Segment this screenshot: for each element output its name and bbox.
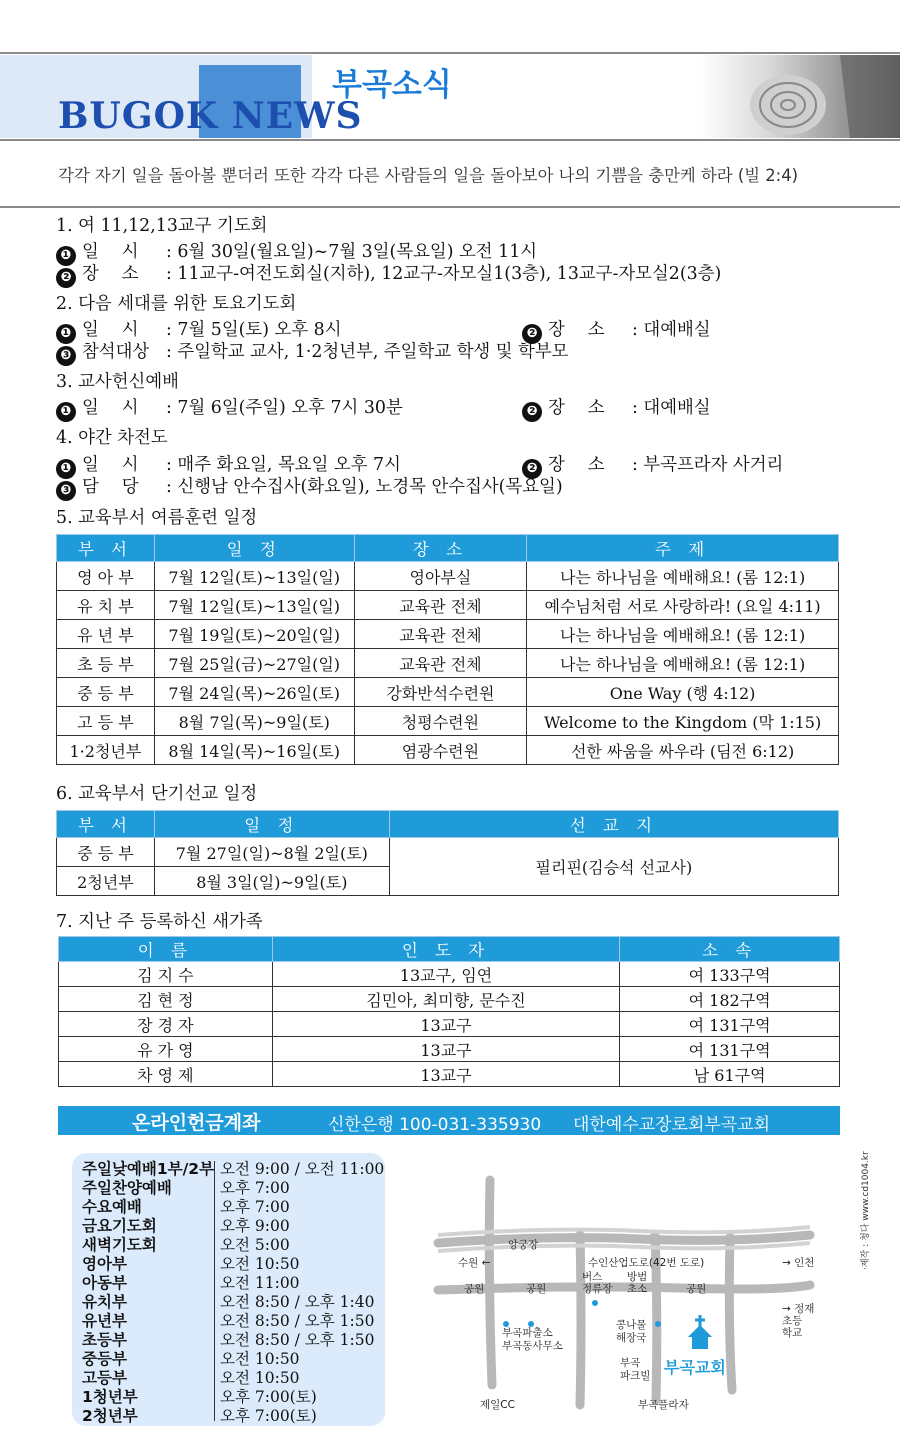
value: 부곡프라자 사거리 xyxy=(643,455,784,475)
verse-bottom-rule xyxy=(0,206,900,208)
bullet-2-icon: ❷ xyxy=(522,324,542,344)
section-3-row-2: ❷ 장 소 : 대예배실 xyxy=(522,393,711,422)
label: 참석대상 xyxy=(82,342,150,362)
map-label-yanggong: 앙궁장 xyxy=(508,1239,539,1251)
col-header: 인 도 자 xyxy=(272,937,620,962)
cell: 8월 7일(목)~9일(토) xyxy=(154,707,354,736)
cell: 13교구 xyxy=(272,1037,620,1062)
bank-account: 신한은행 100-031-335930 xyxy=(328,1115,542,1135)
cell: 7월 19일(토)~20일(일) xyxy=(154,620,354,649)
service-time: 오전 5:00 xyxy=(220,1236,290,1254)
table-row xyxy=(57,591,839,620)
new-family-table xyxy=(58,936,840,1087)
cell: 김민아, 최미향, 문수진 xyxy=(272,987,620,1012)
value: 신행남 안수집사(화요일), 노경목 안수집사(목요일) xyxy=(177,477,563,497)
cell: 유 가 영 xyxy=(59,1037,273,1062)
service-name: 유치부 xyxy=(82,1293,127,1311)
col-header: 주 제 xyxy=(527,535,839,562)
service-time: 오전 9:00 / 오전 11:00 xyxy=(220,1160,385,1178)
cell: 8월 14일(목)~16일(토) xyxy=(154,736,354,765)
cell: 김 지 수 xyxy=(59,962,273,987)
cell: 강화반석수련원 xyxy=(354,678,527,707)
cell: 여 133구역 xyxy=(620,962,840,987)
map-label-incheon: → 인천 xyxy=(782,1257,815,1269)
value: 11교구-여전도회실(지하), 12교구-자모실1(3층), 13교구-자모실2(3층) xyxy=(177,264,722,284)
bugok-news-logo xyxy=(58,95,363,137)
page-header xyxy=(0,55,900,138)
service-name: 새벽기도회 xyxy=(82,1236,157,1254)
section-3-title: 3. 교사헌신예배 xyxy=(56,372,179,392)
map-label-park-3: 공원 xyxy=(686,1283,707,1295)
bullet-2-icon: ❷ xyxy=(56,268,76,288)
service-name: 중등부 xyxy=(82,1350,127,1368)
logo-bugok: BUGOK xyxy=(58,95,219,137)
value: 매주 화요일, 목요일 오후 7시 xyxy=(177,455,401,475)
table-row xyxy=(59,987,840,1012)
section-1-row-2: ❷ 장 소 : 11교구-여전도회실(지하), 12교구-자모실1(3층), 13교구-자모실2(3층) xyxy=(56,259,721,288)
service-name: 유년부 xyxy=(82,1312,127,1330)
col-header: 선 교 지 xyxy=(389,811,838,838)
cell: 여 182구역 xyxy=(620,987,840,1012)
service-name: 주일낮예배1부/2부 xyxy=(82,1160,215,1178)
top-rule xyxy=(0,52,900,54)
table-row xyxy=(57,707,839,736)
tree-stump-image xyxy=(700,55,900,138)
cell: 여 131구역 xyxy=(620,1037,840,1062)
cell: 교육관 전체 xyxy=(354,649,527,678)
service-time: 오후 7:00(토) xyxy=(220,1388,317,1406)
col-header: 소 속 xyxy=(620,937,840,962)
service-name: 아동부 xyxy=(82,1274,127,1292)
cell: 청평수련원 xyxy=(354,707,527,736)
header-bottom-rule xyxy=(0,139,900,141)
table-row xyxy=(57,678,839,707)
map-label-road: 수인산업도로(42번 도로) xyxy=(588,1257,705,1269)
service-name: 2청년부 xyxy=(82,1407,138,1425)
table-row xyxy=(59,962,840,987)
map-label-bus-stop: 버스 정류장 xyxy=(582,1271,613,1295)
cell: 여 131구역 xyxy=(620,1012,840,1037)
account-holder: 대한예수교장로회부곡교회 xyxy=(573,1115,771,1135)
bullet-1-icon: ❶ xyxy=(56,324,76,344)
production-credit: ·제작 : 청다 www.cd1004.kr xyxy=(861,1151,871,1270)
cell: 영아부실 xyxy=(354,562,527,591)
schedule-divider xyxy=(214,1161,215,1421)
cell: 7월 12일(토)~13일(일) xyxy=(154,591,354,620)
section-2-row-2: ❷ 장 소 : 대예배실 xyxy=(522,315,711,344)
cell: 염광수련원 xyxy=(354,736,527,765)
service-time: 오후 7:00 xyxy=(220,1179,290,1197)
cell: 7월 12일(토)~13일(일) xyxy=(154,562,354,591)
table-row xyxy=(57,736,839,765)
value: 대예배실 xyxy=(643,398,711,418)
col-header: 일 정 xyxy=(154,535,354,562)
label: 일 시 xyxy=(82,398,139,418)
section-4-title: 4. 야간 차전도 xyxy=(56,428,168,448)
cell: 7월 27일(일)~8월 2일(토) xyxy=(154,838,389,867)
table-header-row xyxy=(57,811,839,838)
page-title: 부곡소식 xyxy=(332,67,452,103)
cell: 초 등 부 xyxy=(57,649,155,678)
map-label-church: 부곡교회 xyxy=(664,1358,726,1377)
cell: 교육관 전체 xyxy=(354,620,527,649)
cell: 영 아 부 xyxy=(57,562,155,591)
bullet-2-icon: ❷ xyxy=(522,459,542,479)
map-label-bugok-plaza: 부곡플라자 xyxy=(638,1399,689,1411)
service-time: 오전 8:50 / 오후 1:50 xyxy=(220,1312,375,1330)
bullet-3-icon: ❸ xyxy=(56,481,76,501)
label: 일 시 xyxy=(82,455,139,475)
summer-training-table xyxy=(56,534,839,765)
map-label-parkville: 부곡 파크빌 xyxy=(620,1357,651,1382)
bullet-2-icon: ❷ xyxy=(522,402,542,422)
value: 6월 30일(월요일)~7월 3일(목요일) 오전 11시 xyxy=(177,242,538,262)
map-label-jeongjae-school: → 정재 초등 학교 xyxy=(782,1303,815,1339)
cell: 중 등 부 xyxy=(57,838,155,867)
cell: 장 경 자 xyxy=(59,1012,273,1037)
col-header: 부 서 xyxy=(57,535,155,562)
table-row xyxy=(59,1062,840,1087)
value: 7월 6일(주일) 오후 7시 30분 xyxy=(177,398,403,418)
map-label-park-2: 공원 xyxy=(526,1283,547,1295)
bullet-1-icon: ❶ xyxy=(56,402,76,422)
service-name: 주일찬양예배 xyxy=(82,1179,172,1197)
cell: 13교구 xyxy=(272,1062,620,1087)
service-time: 오후 9:00 xyxy=(220,1217,290,1235)
service-time: 오전 8:50 / 오후 1:50 xyxy=(220,1331,375,1349)
label: 일 시 xyxy=(82,242,139,262)
cell: 김 현 정 xyxy=(59,987,273,1012)
section-4-row-2: ❷ 장 소 : 부곡프라자 사거리 xyxy=(522,450,783,479)
label: 장 소 xyxy=(82,264,139,284)
table-header-row xyxy=(59,937,840,962)
service-name: 금요기도회 xyxy=(82,1217,157,1235)
label: 장 소 xyxy=(548,455,605,475)
cell: 나는 하나님을 예배해요! (롬 12:1) xyxy=(527,649,839,678)
col-header: 이 름 xyxy=(59,937,273,962)
online-offering-bar xyxy=(58,1106,840,1135)
church-icon xyxy=(688,1315,712,1349)
label: 일 시 xyxy=(82,320,139,340)
cell: 7월 24일(목)~26일(토) xyxy=(154,678,354,707)
service-time: 오후 7:00 xyxy=(220,1198,290,1216)
value: 7월 5일(토) 오후 8시 xyxy=(177,320,342,340)
table-row xyxy=(57,620,839,649)
cell: 2청년부 xyxy=(57,867,155,896)
cell: 13교구 xyxy=(272,1012,620,1037)
label: 담 당 xyxy=(82,477,139,497)
value: 주일학교 교사, 1·2청년부, 주일학교 학생 및 학부모 xyxy=(177,342,569,362)
map-label-bean-soup: 콩나물 해장국 xyxy=(616,1319,647,1344)
service-time: 오후 7:00(토) xyxy=(220,1407,317,1425)
cell: 나는 하나님을 예배해요! (롬 12:1) xyxy=(527,620,839,649)
cell: 유 년 부 xyxy=(57,620,155,649)
cell: 7월 25일(금)~27일(일) xyxy=(154,649,354,678)
section-1-row-1: ❶ 일 시 : 6월 30일(월요일)~7월 3일(목요일) 오전 11시 xyxy=(56,237,537,266)
map-label-police: 부곡파출소 부곡동사무소 xyxy=(502,1327,563,1352)
section-7-title: 7. 지난 주 등록하신 새가족 xyxy=(56,912,263,932)
section-2-row-1: ❶ 일 시 : 7월 5일(토) 오후 8시 xyxy=(56,315,342,344)
cell: 남 61구역 xyxy=(620,1062,840,1087)
offering-title: 온라인헌금계좌 xyxy=(132,1112,261,1134)
table-row xyxy=(59,1037,840,1062)
section-4-row-3: ❸ 담 당 : 신행남 안수집사(화요일), 노경목 안수집사(목요일) xyxy=(56,472,563,501)
cell: 13교구, 임연 xyxy=(272,962,620,987)
map-label-crime-post: 방범 초소 xyxy=(627,1271,648,1295)
cell: 유 치 부 xyxy=(57,591,155,620)
cell: 예수님처럼 서로 사랑하라! (요일 4:11) xyxy=(527,591,839,620)
church-location-map xyxy=(430,1175,840,1415)
section-1-title: 1. 여 11,12,13교구 기도회 xyxy=(56,216,268,236)
worship-schedule xyxy=(72,1153,385,1426)
cell: Welcome to the Kingdom (막 1:15) xyxy=(527,707,839,736)
cell: 1·2청년부 xyxy=(57,736,155,765)
label: 장 소 xyxy=(548,320,605,340)
bullet-3-icon: ❸ xyxy=(56,346,76,366)
table-row xyxy=(57,649,839,678)
cell: 나는 하나님을 예배해요! (롬 12:1) xyxy=(527,562,839,591)
col-header: 장 소 xyxy=(354,535,527,562)
service-time: 오전 11:00 xyxy=(220,1274,300,1292)
label: 장 소 xyxy=(548,398,605,418)
cell: 고 등 부 xyxy=(57,707,155,736)
section-3-row-1: ❶ 일 시 : 7월 6일(주일) 오후 7시 30분 xyxy=(56,393,403,422)
map-label-jeil-cc: 제일CC xyxy=(480,1399,515,1411)
logo-news: NEWS xyxy=(231,95,363,137)
cell: 선한 싸움을 싸우라 (딤전 6:12) xyxy=(527,736,839,765)
section-4-row-1: ❶ 일 시 : 매주 화요일, 목요일 오후 7시 xyxy=(56,450,401,479)
cell: 교육관 전체 xyxy=(354,591,527,620)
service-name: 초등부 xyxy=(82,1331,127,1349)
cell: One Way (행 4:12) xyxy=(527,678,839,707)
bible-verse: 각각 자기 일을 돌아볼 뿐더러 또한 각각 다른 사람들의 일을 돌아보아 나의 기쁨을 충만케 하라 (빌 2:4) xyxy=(58,166,799,185)
map-label-park-1: 공원 xyxy=(464,1283,485,1295)
service-name: 1청년부 xyxy=(82,1388,138,1406)
col-header: 부 서 xyxy=(57,811,155,838)
bullet-1-icon: ❶ xyxy=(56,459,76,479)
service-time: 오전 10:50 xyxy=(220,1350,300,1368)
service-time: 오전 10:50 xyxy=(220,1255,300,1273)
section-6-title: 6. 교육부서 단기선교 일정 xyxy=(56,784,258,804)
table-row xyxy=(57,562,839,591)
cell: 필리핀(김승석 선교사) xyxy=(389,838,838,896)
table-header-row xyxy=(57,535,839,562)
cell: 중 등 부 xyxy=(57,678,155,707)
mission-trip-table xyxy=(56,810,839,896)
cell: 차 영 제 xyxy=(59,1062,273,1087)
section-2-row-3: ❸ 참석대상 : 주일학교 교사, 1·2청년부, 주일학교 학생 및 학부모 xyxy=(56,337,568,366)
cell: 8월 3일(일)~9일(토) xyxy=(154,867,389,896)
col-header: 일 정 xyxy=(154,811,389,838)
header-photo xyxy=(700,55,900,138)
map-label-suwon: 수원 ← xyxy=(458,1257,491,1269)
service-time: 오전 10:50 xyxy=(220,1369,300,1387)
service-name: 고등부 xyxy=(82,1369,127,1387)
section-5-title: 5. 교육부서 여름훈련 일정 xyxy=(56,508,258,528)
bullet-1-icon: ❶ xyxy=(56,246,76,266)
value: 대예배실 xyxy=(643,320,711,340)
section-2-title: 2. 다음 세대를 위한 토요기도회 xyxy=(56,294,297,314)
service-time: 오전 8:50 / 오후 1:40 xyxy=(220,1293,375,1311)
table-row xyxy=(57,838,839,867)
service-name: 영아부 xyxy=(82,1255,127,1273)
table-row xyxy=(59,1012,840,1037)
service-name: 수요예배 xyxy=(82,1198,142,1216)
